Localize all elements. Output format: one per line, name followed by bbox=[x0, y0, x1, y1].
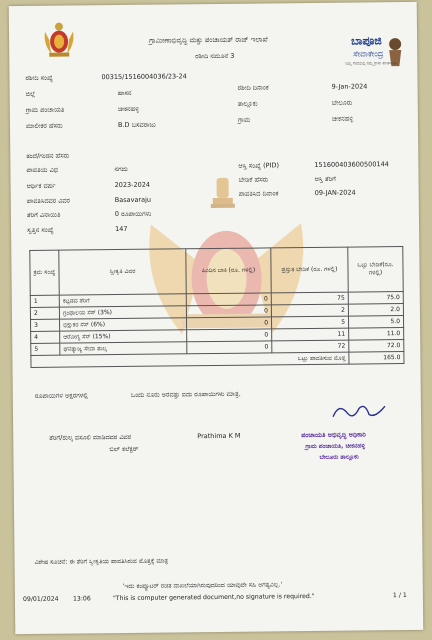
year-label: ಆರ್ಥಿಕ ವರ್ಷ bbox=[26, 181, 56, 190]
taluk-value: ಬೇಲೂರು bbox=[331, 98, 353, 107]
district-label: ಜಿಲ್ಲೆ bbox=[25, 89, 36, 98]
bill-label: ಬೇಡಿಕೆ ಹೆಸರು bbox=[238, 175, 269, 184]
row-arrears: 0 bbox=[186, 305, 271, 318]
total-value: 165.0 bbox=[349, 352, 404, 365]
row-current: 2 bbox=[271, 304, 348, 317]
pay-date-label: ಪಾವತಿಸಿದ ದಿನಾಂಕ bbox=[238, 189, 279, 198]
taluk-label: ತಾಲ್ಲೂಕು bbox=[237, 99, 258, 108]
paid-by-label: ಪಾವತಿಸಿದವರ ವಿವರ bbox=[26, 196, 71, 205]
page-number: 1 / 1 bbox=[392, 592, 407, 600]
computer-generated-en: "This is computer generated document,no signature is required." bbox=[112, 592, 315, 603]
gp-value: ಚೀಕನಹಳ್ಳಿ bbox=[117, 104, 140, 114]
row-serial: 4 bbox=[31, 331, 60, 343]
row-serial: 2 bbox=[30, 307, 59, 319]
fee-table bbox=[29, 246, 404, 368]
pay-date-value: 09-JAN-2024 bbox=[314, 188, 356, 197]
owner-label: ಮಾಲೀಕರ ಹೆಸರು bbox=[25, 121, 63, 130]
payment-mode-value: ನಗದು bbox=[114, 164, 128, 174]
assessment-value: 147 bbox=[115, 224, 128, 234]
row-description: ಘನತ್ಯಾಜ್ಯ ಸೇವಾ ಶುಲ್ಕ bbox=[60, 342, 187, 355]
rebate-label: ತೆರಿಗೆ ವಿನಾಯಿತಿ bbox=[26, 210, 61, 219]
row-description: ಆರೋಗ್ಯ ಸೆಸ್ (15%) bbox=[60, 330, 187, 343]
row-serial: 3 bbox=[31, 319, 60, 331]
receipt-date-label: ರಶೀದಿ ದಿನಾಂಕ bbox=[237, 83, 269, 92]
bill-value: ಆಸ್ತಿ ತೆರಿಗೆ bbox=[314, 174, 336, 183]
row-serial: 1 bbox=[30, 295, 59, 307]
collector-label: ತೆರಿಗೆ/ಶುಲ್ಕ ವಸೂಲಿ ಮಾಡಿದವರ ವಿವರ bbox=[49, 432, 132, 442]
gp-label: ಗ್ರಾಮ ಪಂಚಾಯತಿ bbox=[25, 105, 65, 114]
col-current: ಪ್ರಸ್ತುತ ಬೇಡಿಕೆ (ರೂ. ಗಳಲ್ಲಿ) bbox=[271, 247, 348, 293]
payment-mode-label: ಪಾವತಿಯ ವಿಧ bbox=[26, 165, 58, 174]
print-time: 13:06 bbox=[72, 595, 91, 603]
row-arrears: 0 bbox=[186, 317, 271, 330]
row-description: ಕಟ್ಟಡದ ತೆರಿಗೆ bbox=[59, 294, 186, 307]
row-total: 5.0 bbox=[348, 316, 403, 329]
special-note: ವಿಶೇಷ ಸೂಚನೆ: ಈ ತೆರಿಗೆ ಸ್ವೀಕೃತಿಯ ಪಾವತಿಸಿರುವ ಮೊತ್ತಕ್ಕೆ ಮಾತ್ರ bbox=[34, 557, 169, 566]
row-description: ಗ್ರಂಥಾಲಯ ಸೆಸ್ (3%) bbox=[59, 306, 186, 319]
computer-generated-kn: 'ಇದು ಕಂಪ್ಯೂಟರ್ ರಚಿತ ದಾಖಲೆಯಾಗಿರುವುದರಿಂದ ಯಾವುದೇ ಸಹಿ ಅಗತ್ಯವಿಲ್ಲ.' bbox=[122, 581, 283, 590]
ashoka-emblem-icon bbox=[206, 174, 238, 210]
village-value: ಚೀಕನಹಳ್ಳಿ bbox=[331, 114, 354, 123]
brand-name: ಬಾಪೂಜಿ bbox=[351, 34, 382, 48]
collector-role: ಬಿಲ್ ಕಲೆಕ್ಟರ್ bbox=[109, 444, 139, 454]
rebate-value: 0 ರೂಪಾಯಿಗಳು bbox=[114, 209, 152, 219]
row-description: ಭಿಕ್ಷುಕರ ಸೆಸ್ (6%) bbox=[60, 318, 187, 331]
row-current: 11 bbox=[272, 328, 349, 341]
row-current: 75 bbox=[271, 292, 348, 305]
signature-icon bbox=[329, 400, 389, 425]
collector-name: Prathima K M bbox=[197, 431, 241, 441]
district-value: ಹಾಸನ bbox=[117, 88, 132, 98]
print-date: 09/01/2024 bbox=[22, 595, 59, 604]
brand-tagline: ನಿಮ್ಮ ಸೇವೆಯಲ್ಲಿ ನಮ್ಮ ಗ್ರಾಮ ಪಂಚಾಯಿತಿ bbox=[345, 60, 397, 66]
col-serial: ಕ್ರಮ ಸಂಖ್ಯೆ bbox=[30, 250, 59, 295]
paid-by-value: Basavaraju bbox=[114, 195, 152, 205]
amount-words-label: ರೂಪಾಯಿಗಳ ಅಕ್ಷರಗಳಲ್ಲಿ bbox=[34, 391, 89, 400]
row-arrears: 0 bbox=[186, 293, 271, 306]
year-value: 2023-2024 bbox=[114, 180, 151, 190]
col-arrears: ಹಿಂದಿನ ಬಾಕಿ (ರೂ. ಗಳಲ್ಲಿ) bbox=[186, 248, 271, 294]
col-total: ಒಟ್ಟು ಬೇಡಿಕೆ(ರೂ. ಗಳಲ್ಲಿ) bbox=[348, 247, 403, 293]
col-description: ಸ್ವೀಕೃತಿ ವಿವರ bbox=[59, 249, 186, 295]
brand-sub: ಸೇವಾಕೇಂದ್ರ bbox=[353, 49, 384, 59]
assessment-label: ಸ್ವತ್ತಿನ ಸಂಖ್ಯೆ bbox=[27, 225, 54, 234]
receipt-date-value: 9-Jan-2024 bbox=[331, 82, 368, 91]
table-header-row bbox=[30, 247, 403, 296]
total-label: ಒಟ್ಟು ಪಾವತಿಸುವ ಮೊತ್ತ bbox=[31, 352, 349, 367]
row-total: 75.0 bbox=[348, 292, 403, 305]
receipt-no-value: 00315/1516004036/23-24 bbox=[101, 72, 187, 82]
table-total-row bbox=[31, 352, 404, 368]
amount-words-value: ಒಂದು ನೂರು ಅರವತ್ತು ಐದು ರೂಪಾಯಿಗಳು ಮಾತ್ರ. bbox=[130, 389, 241, 399]
village-label: ಗ್ರಾಮ bbox=[237, 115, 251, 124]
row-total: 11.0 bbox=[349, 328, 404, 341]
row-arrears: 0 bbox=[187, 329, 272, 342]
department-title: ಗ್ರಾಮೀಣಾಭಿವೃದ್ಧಿ ಮತ್ತು ಪಂಚಾಯತ್ ರಾಜ್ ಇಲಾಖೆ bbox=[149, 35, 268, 45]
karnataka-emblem-icon bbox=[41, 19, 77, 59]
row-total: 72.0 bbox=[349, 340, 404, 353]
payer-label: ತಂದೆ/ಗಂಡನ ಹೆಸರು bbox=[26, 151, 70, 160]
row-total: 2.0 bbox=[348, 304, 403, 317]
office-stamp: ಪಂಚಾಯತಿ ಅಭಿವೃದ್ಧಿ ಅಧಿಕಾರಿ ಗ್ರಾಮ ಪಂಚಾಯತಿ, ಚೀಕನಹಳ್ಳಿ ಬೇಲೂರು ತಾಲ್ಲೂಕು bbox=[301, 430, 366, 461]
receipt-no-label: ರಶೀದಿ ಸಂಖ್ಯೆ bbox=[25, 73, 53, 82]
receipt-form-title: ರಶೀದಿ ನಮೂನೆ 3 bbox=[195, 51, 235, 61]
row-arrears: 0 bbox=[187, 341, 272, 354]
owner-value: B.D ಬಸವರಾಜು bbox=[117, 120, 156, 130]
row-current: 5 bbox=[271, 316, 348, 329]
pid-label: ಆಸ್ತಿ ಸಂಖ್ಯೆ (PID) bbox=[238, 161, 280, 170]
receipt-document bbox=[9, 2, 424, 634]
pid-value: 151600403600500144 bbox=[314, 160, 389, 169]
row-current: 72 bbox=[272, 340, 349, 353]
row-serial: 5 bbox=[31, 343, 60, 355]
